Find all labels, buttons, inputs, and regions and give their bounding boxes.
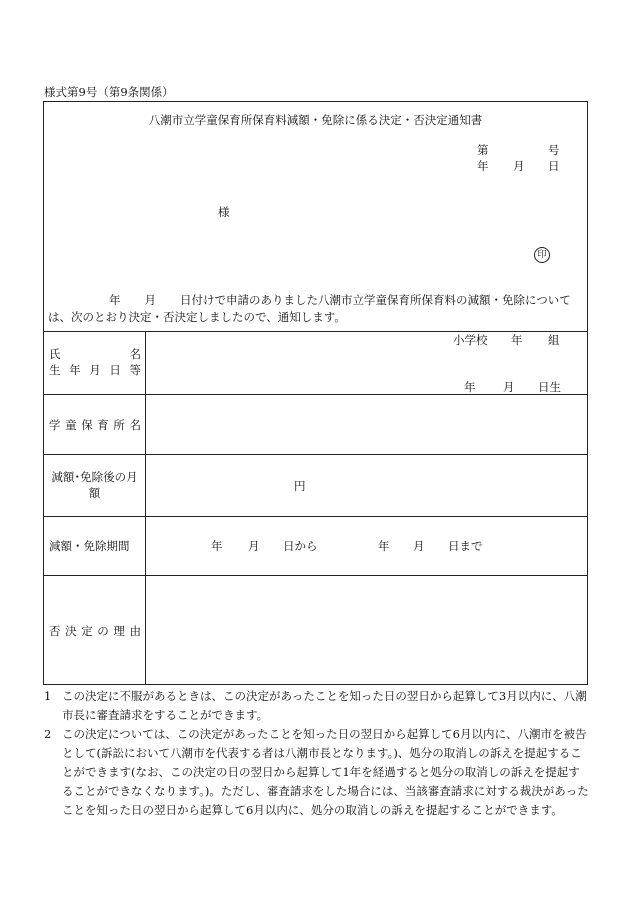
date-year: 年 [477,159,489,173]
intro-text: 日付けで申請のありました八潮市立学童保育所保育料の減額・免除については、次のとおり決定・否決定しましたので、通知します。 [48,293,571,324]
to-month: 月 [413,539,425,553]
school-label: 小学校 [453,333,488,347]
from-day: 日から [283,539,318,553]
number-suffix: 号 [548,143,560,157]
column-divider [145,331,146,684]
from-year: 年 [211,539,223,553]
birthdate-label: 生 年 月 日 等 [49,363,141,377]
to-day: 日まで [448,539,483,553]
class-label: 組 [548,333,560,347]
form-number: 様式第9号（第9条関係） [44,85,174,99]
grade-label: 年 [511,333,523,347]
amount-label: 減額･免除後の月 額 [51,470,138,500]
facility-label: 学 童 保 育 所 名 [49,418,141,432]
notes-section [44,687,589,820]
seal-mark: 印 [534,247,550,263]
date-month: 月 [513,159,525,173]
note-item: 2 この決定については、この決定があったことを知った日の翌日から起算して6月以内に、八潮市を被告として(訴訟において八潮市を代表する者は八潮市長となります。)、処分の取消しの訴えを提起することができます(なお、この決定の日の翌日から起算して1年を経過すると処分の取消しの訴えを提起することができなくなります。)。ただし、審査請求をした場合には、当該審査請求に対する裁決があったことを知った日の翌日から起算して6月以内に、処分の取消しの訴えを提起することができます。 [44,727,589,817]
notice-form [43,101,588,685]
divider [44,454,587,455]
period-label: 減額・免除期間 [49,539,130,553]
number-prefix: 第 [477,143,489,157]
divider [44,575,587,576]
birth-month: 月 [503,380,515,394]
intro-year: 年 [109,293,121,307]
divider [44,516,587,517]
date-day: 日 [548,159,560,173]
divider [44,331,587,332]
addressee-suffix: 様 [218,205,230,219]
from-month: 月 [248,539,260,553]
document-title: 八潮市立学童保育所保育料減額・免除に係る決定・否決定通知書 [148,113,483,127]
intro-paragraph [48,292,581,326]
intro-month: 月 [144,293,156,307]
yen-unit: 円 [294,479,306,493]
to-year: 年 [378,539,390,553]
birth-year: 年 [464,380,476,394]
birth-day: 日生 [538,380,561,394]
name-label: 氏 名 [49,347,141,361]
note-item: 1 この決定に不服があるときは、この決定があったことを知った日の翌日から起算して3月以内に、八潮市長に審査請求をすることができます。 [44,689,587,722]
reason-label: 否 決 定 の 理 由 [49,624,141,638]
